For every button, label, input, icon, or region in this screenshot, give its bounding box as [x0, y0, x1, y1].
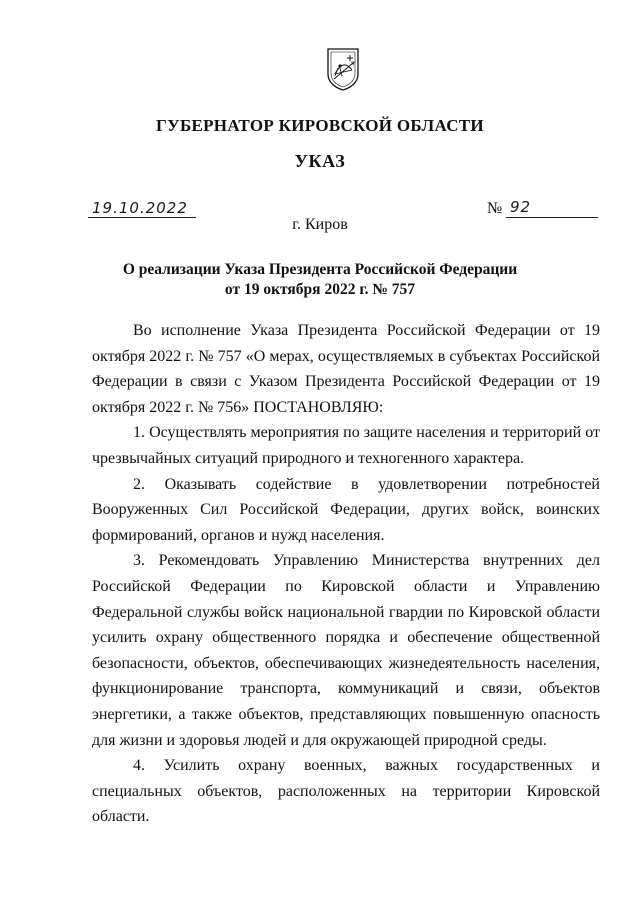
- kirov-coat-of-arms-icon: [325, 46, 361, 92]
- document-type: УКАЗ: [294, 151, 346, 171]
- clause-3-paragraph: 3. Рекомендовать Управлению Министерства внутренних дел Российской Федерации по Кировской области и Управлению Федеральной службы войск национальной гвардии по Кировской области усилить охрану общественного порядка и обеспечение общественной безопасности, объектов, обеспечивающих жизнедеятельность населения, функционирование транспорта, коммуникаций и связи, объектов энергетики, а также объектов, представляющих повышенную опасность для жизни и здоровья людей и для окружающей природной среды.: [92, 552, 600, 749]
- document-date: 19.10.2022: [92, 199, 188, 217]
- clause-1-paragraph: 1. Осуществлять мероприятия по защите населения и территорий от чрезвычайных ситуаций природного и техногенного характера.: [92, 424, 600, 467]
- document-body: [92, 318, 600, 830]
- preamble-paragraph: Во исполнение Указа Президента Российской Федерации от 19 октября 2022 г. № 757 «О мерах, осуществляемых в субъектах Российской Федерации в связи с Указом Президента Российской Федерации от 19 октября 2022 г. № 756» ПОСТАНОВЛЯЮ:: [92, 322, 600, 416]
- subject-line-1: О реализации Указа Президента Российской Федерации: [122, 261, 518, 278]
- number-label: №: [487, 200, 503, 217]
- subject-line-2: от 19 октября 2022 г. № 757: [224, 281, 416, 298]
- clause-2-paragraph: 2. Оказывать содействие в удовлетворении потребностей Вооруженных Сил Российской Федерации, других войск, воинских формирований, органов и нужд населения.: [92, 475, 600, 544]
- clause-4-paragraph: 4. Усилить охрану военных, важных государственных и специальных объектов, расположенных на территории Кировской области.: [92, 757, 600, 826]
- document-number: 92: [510, 198, 532, 216]
- issuing-authority: ГУБЕРНАТОР КИРОВСКОЙ ОБЛАСТИ: [156, 116, 484, 135]
- document-subject: [0, 260, 640, 300]
- document-city: г. Киров: [292, 216, 348, 233]
